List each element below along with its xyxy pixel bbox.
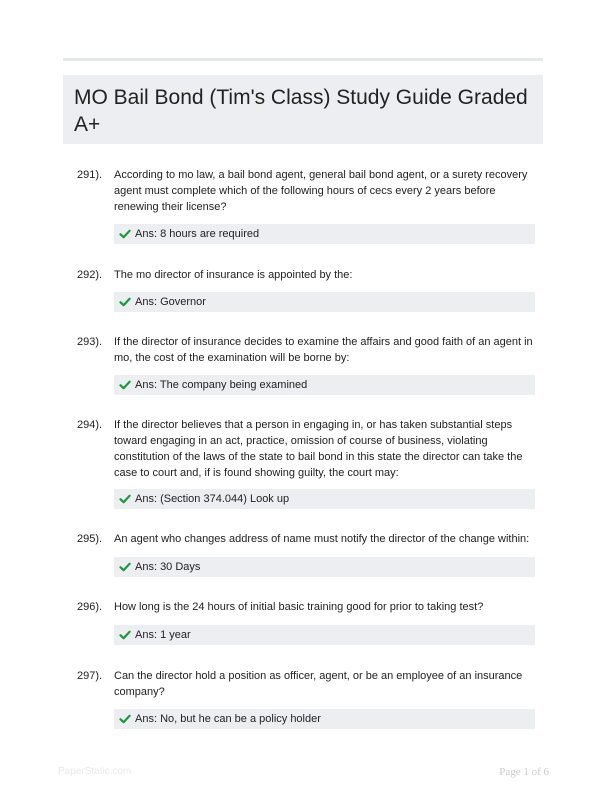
check-icon — [119, 296, 131, 308]
footer-watermark: PaperStatic.com — [58, 766, 132, 777]
question-text: An agent who changes address of name must notify the director of the change within: — [114, 533, 530, 545]
question-number: 295). — [77, 533, 103, 545]
question-text: How long is the 24 hours of initial basic training good for prior to taking test? — [114, 601, 484, 613]
answer-box — [114, 489, 535, 509]
answer-text: Ans: 30 Days — [135, 561, 201, 573]
check-icon — [119, 713, 131, 725]
answer-text: Ans: Governor — [135, 296, 206, 308]
answer-box — [114, 557, 535, 577]
question-number: 292). — [77, 269, 103, 281]
answer-text: Ans: 8 hours are required — [135, 228, 260, 240]
answer-box — [114, 292, 535, 312]
answer-box — [114, 375, 535, 395]
question-number: 297). — [77, 670, 103, 682]
answer-text: Ans: The company being examined — [135, 379, 308, 391]
answer-text: Ans: No, but he can be a policy holder — [135, 713, 321, 725]
check-icon — [119, 561, 131, 573]
check-icon — [119, 379, 131, 391]
answer-box — [114, 709, 535, 729]
question-text: Can the director hold a position as officer, agent, or be an employee of an insurance company? — [114, 670, 523, 698]
check-icon — [119, 493, 131, 505]
question-text: If the director of insurance decides to examine the affairs and good faith of an agent in mo, the cost of the examination will be borne by: — [114, 336, 533, 364]
question-text: If the director believes that a person in engaging in, or has taken substantial steps toward engaging in an act, practice, omission of course of business, violating constitution of the laws of the state to bail bond in this state the director can take the case to court and, if is found showing guilty, the court may: — [114, 419, 523, 479]
answer-text: Ans: 1 year — [135, 629, 191, 641]
question-number: 293). — [77, 336, 103, 348]
question-number: 291). — [77, 169, 103, 181]
answer-box — [114, 625, 535, 645]
page-title: MO Bail Bond (Tim's Class) Study Guide Graded A+ — [74, 86, 528, 136]
question-text: The mo director of insurance is appointed by the: — [114, 269, 353, 281]
page-number: Page 1 of 6 — [499, 766, 549, 778]
answer-text: Ans: (Section 374.044) Look up — [135, 493, 290, 505]
question-number: 296). — [77, 601, 103, 613]
question-number: 294). — [77, 419, 103, 431]
answer-box — [114, 224, 535, 244]
check-icon — [119, 629, 131, 641]
question-text: According to mo law, a bail bond agent, general bail bond agent, or a surety recovery agent must complete which of the following hours of cecs every 2 years before renewing their license? — [114, 169, 528, 213]
check-icon — [119, 228, 131, 240]
